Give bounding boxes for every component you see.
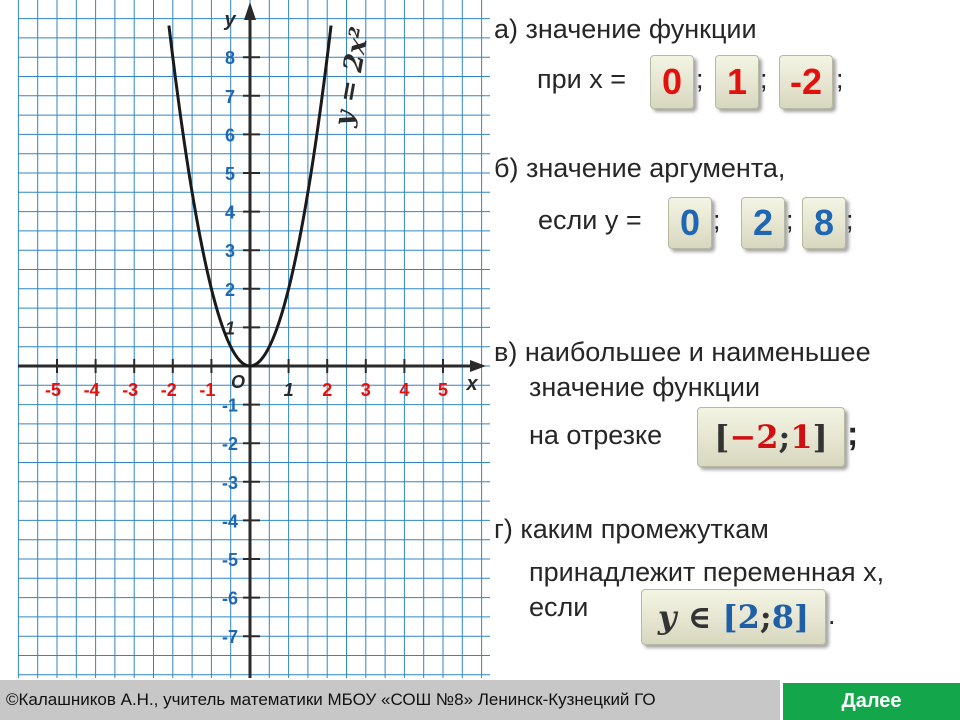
task-c-line2: значение функции [529,372,761,402]
y-tick-label: -6 [221,588,239,609]
y-tick-label: -1 [221,395,239,416]
task-b-sep-0: ; [713,205,721,235]
task-d-end: . [828,600,836,630]
condition-element-of: ∈ [687,598,712,636]
task-c-end: ; [847,415,859,453]
task-d-line2: принадлежит переменная х, [529,557,885,587]
condition-variable: y [657,598,677,636]
y-axis-label: y [224,9,236,31]
x-axis-label: x [466,373,478,395]
y-tick-label: 8 [224,48,236,69]
y-tick-label: -7 [221,627,239,648]
condition-close: ] [793,598,810,636]
task-d-line3: если [529,592,589,622]
y-tick-label: -5 [221,550,239,570]
x-tick-label: -4 [83,380,100,400]
x-tick-label: 3 [360,380,371,400]
task-a-sep-0: ; [696,64,704,94]
task-a-answer-0[interactable]: 0 [650,55,694,109]
y-tick-label: 4 [224,202,236,223]
y-tick-label: -3 [221,472,239,493]
task-a-sep-1: ; [760,64,768,94]
condition-separator: ; [759,598,772,636]
condition-open: [ [722,598,738,636]
y-tick-label: 6 [224,125,236,146]
condition-start: 2 [737,598,760,636]
interval-close: ] [812,418,828,456]
formula-label: y = 2x² [328,24,376,129]
y-tick-label: 1 [224,318,236,339]
x-axis-arrow [470,360,486,372]
function-graph [0,0,490,678]
y-tick-label: 2 [224,279,236,300]
task-c-line1: в) наибольшее и наименьшее [494,337,871,367]
task-a-sep-2: ; [836,64,844,94]
footer-credit: ©Калашников А.Н., учитель математики МБОУ «СОШ №8» Ленинск-Кузнецкий ГО [0,680,780,720]
interval-open: [ [714,418,730,456]
grid-lines [18,0,490,678]
task-d-line1: г) каким промежуткам [494,514,769,544]
y-tick-label: -2 [221,434,239,455]
y-tick-label: -4 [221,511,239,532]
x-tick-label: 1 [283,380,294,400]
task-b-answer-0[interactable]: 0 [668,197,712,249]
y-tick-label: 5 [224,164,236,184]
task-d-condition-box[interactable] [641,589,826,645]
x-tick-label: 2 [322,380,333,400]
task-a-prompt: при х = [537,64,626,94]
task-b-sep-2: ; [846,205,854,235]
y-tick-label: 7 [224,86,236,107]
interval-separator: ; [778,418,791,456]
y-axis-arrow [244,2,256,20]
task-a-answer-2[interactable]: -2 [779,55,833,109]
next-button[interactable]: Далее [783,683,960,720]
task-b-prompt: если у = [538,205,642,235]
y-tick-label: 3 [224,241,236,262]
x-tick-label: 5 [437,380,449,400]
condition-end: 8 [771,598,794,636]
task-c-line3: на отрезке [529,420,663,450]
x-tick-label: -1 [199,380,216,400]
x-tick-label: 4 [399,380,410,400]
task-b-answer-2[interactable]: 8 [802,197,846,249]
x-tick-label: -5 [44,380,62,400]
task-b-answer-1[interactable]: 2 [741,197,785,249]
task-c-interval-box[interactable] [697,407,845,467]
task-b-sep-1: ; [786,205,794,235]
x-tick-label: -2 [160,380,177,400]
task-a-title: а) значение функции [494,14,757,44]
interval-start: −2 [729,418,779,456]
interval-end: 1 [790,418,813,456]
task-b-title: б) значение аргумента, [494,153,786,183]
origin-label: O [230,372,246,392]
x-tick-label: -3 [122,380,139,400]
task-a-answer-1[interactable]: 1 [715,55,759,109]
